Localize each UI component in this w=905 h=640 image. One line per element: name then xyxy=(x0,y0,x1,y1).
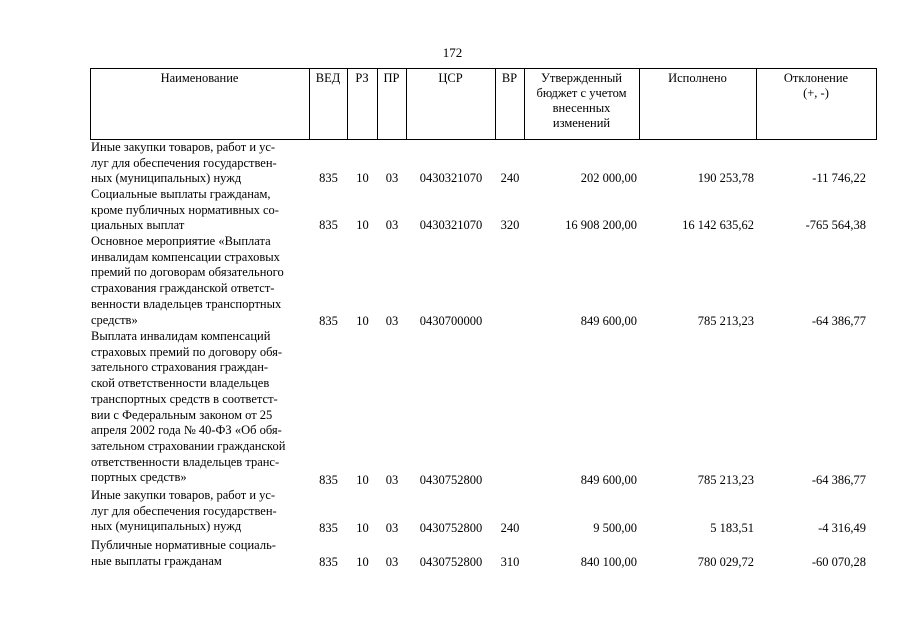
header-approved: Утвержденный бюджет с учетом внесенных изменений xyxy=(536,71,627,130)
row-ved: 835 xyxy=(319,314,338,328)
row-pr: 03 xyxy=(385,555,399,569)
row-vr: 320 xyxy=(500,218,520,232)
row-executed: 5 183,51 xyxy=(710,521,754,535)
row-executed: 785 213,23 xyxy=(697,473,754,487)
row-ved: 835 xyxy=(319,473,338,487)
row-vr: 240 xyxy=(500,521,520,535)
row-csr: 0430321070 xyxy=(419,218,483,232)
row-pr: 03 xyxy=(385,473,399,487)
table-border-right xyxy=(876,69,877,139)
row-csr: 0430752800 xyxy=(419,473,483,487)
row-name: Публичные нормативные социаль- ные выплаты гражданам xyxy=(91,538,276,568)
row-vr: 240 xyxy=(500,171,520,185)
row-approved: 849 600,00 xyxy=(580,314,637,328)
row-rz: 10 xyxy=(356,314,369,328)
row-vr: 310 xyxy=(500,555,520,569)
row-executed: 785 213,23 xyxy=(697,314,754,328)
row-deviation: -60 070,28 xyxy=(811,555,866,569)
row-name: Иные закупки товаров, работ и ус- луг для обеспечения государствен- ных (муниципальных) нужд xyxy=(91,140,277,186)
header-csr: ЦСР xyxy=(438,71,463,85)
row-deviation: -64 386,77 xyxy=(811,473,866,487)
row-pr: 03 xyxy=(385,171,399,185)
row-deviation: -765 564,38 xyxy=(805,218,866,232)
row-ved: 835 xyxy=(319,555,338,569)
row-deviation: -4 316,49 xyxy=(818,521,866,535)
row-rz: 10 xyxy=(356,521,369,535)
row-name: Иные закупки товаров, работ и ус- луг для обеспечения государствен- ных (муниципальных) нужд xyxy=(91,488,277,534)
row-pr: 03 xyxy=(385,314,399,328)
row-ved: 835 xyxy=(319,171,338,185)
row-approved: 849 600,00 xyxy=(580,473,637,487)
header-executed: Исполнено xyxy=(668,71,727,85)
header-pr: ПР xyxy=(383,71,400,85)
row-rz: 10 xyxy=(356,218,369,232)
row-executed: 190 253,78 xyxy=(697,171,754,185)
row-pr: 03 xyxy=(385,218,399,232)
row-pr: 03 xyxy=(385,521,399,535)
row-rz: 10 xyxy=(356,473,369,487)
row-rz: 10 xyxy=(356,555,369,569)
row-executed: 16 142 635,62 xyxy=(682,218,754,232)
row-approved: 202 000,00 xyxy=(580,171,637,185)
row-deviation: -11 746,22 xyxy=(812,171,866,185)
row-csr: 0430752800 xyxy=(419,521,483,535)
header-name: Наименование xyxy=(160,71,239,85)
header-rz: РЗ xyxy=(355,71,369,85)
row-name: Социальные выплаты гражданам, кроме публичных нормативных со- циальных выплат xyxy=(91,187,279,233)
header-ved: ВЕД xyxy=(315,71,341,85)
header-deviation: Отклонение (+, -) xyxy=(783,71,849,100)
row-name: Выплата инвалидам компенсаций страховых премий по договору обя- зательного страхования граждан- ской ответственности владельцев транспортных средств в соответст- вии с Федеральным законом от 25 апреля 2002 года № 40-ФЗ «Об обя- зательном страховании гражданской ответственности владельцев транс- портных средств» xyxy=(91,329,286,485)
page-number: 172 xyxy=(442,45,463,60)
row-csr: 0430321070 xyxy=(419,171,483,185)
table-header xyxy=(90,68,877,140)
row-csr: 0430752800 xyxy=(419,555,483,569)
header-vr: ВР xyxy=(501,71,518,85)
row-executed: 780 029,72 xyxy=(697,555,754,569)
row-name: Основное мероприятие «Выплата инвалидам компенсации страховых премий по договорам обязательного страхования гражданской ответст- венности владельцев транспортных средств» xyxy=(91,234,284,327)
row-csr: 0430700000 xyxy=(419,314,483,328)
row-ved: 835 xyxy=(319,521,338,535)
row-approved: 9 500,00 xyxy=(593,521,637,535)
row-deviation: -64 386,77 xyxy=(811,314,866,328)
row-rz: 10 xyxy=(356,171,369,185)
row-approved: 16 908 200,00 xyxy=(565,218,637,232)
row-approved: 840 100,00 xyxy=(580,555,637,569)
row-ved: 835 xyxy=(319,218,338,232)
